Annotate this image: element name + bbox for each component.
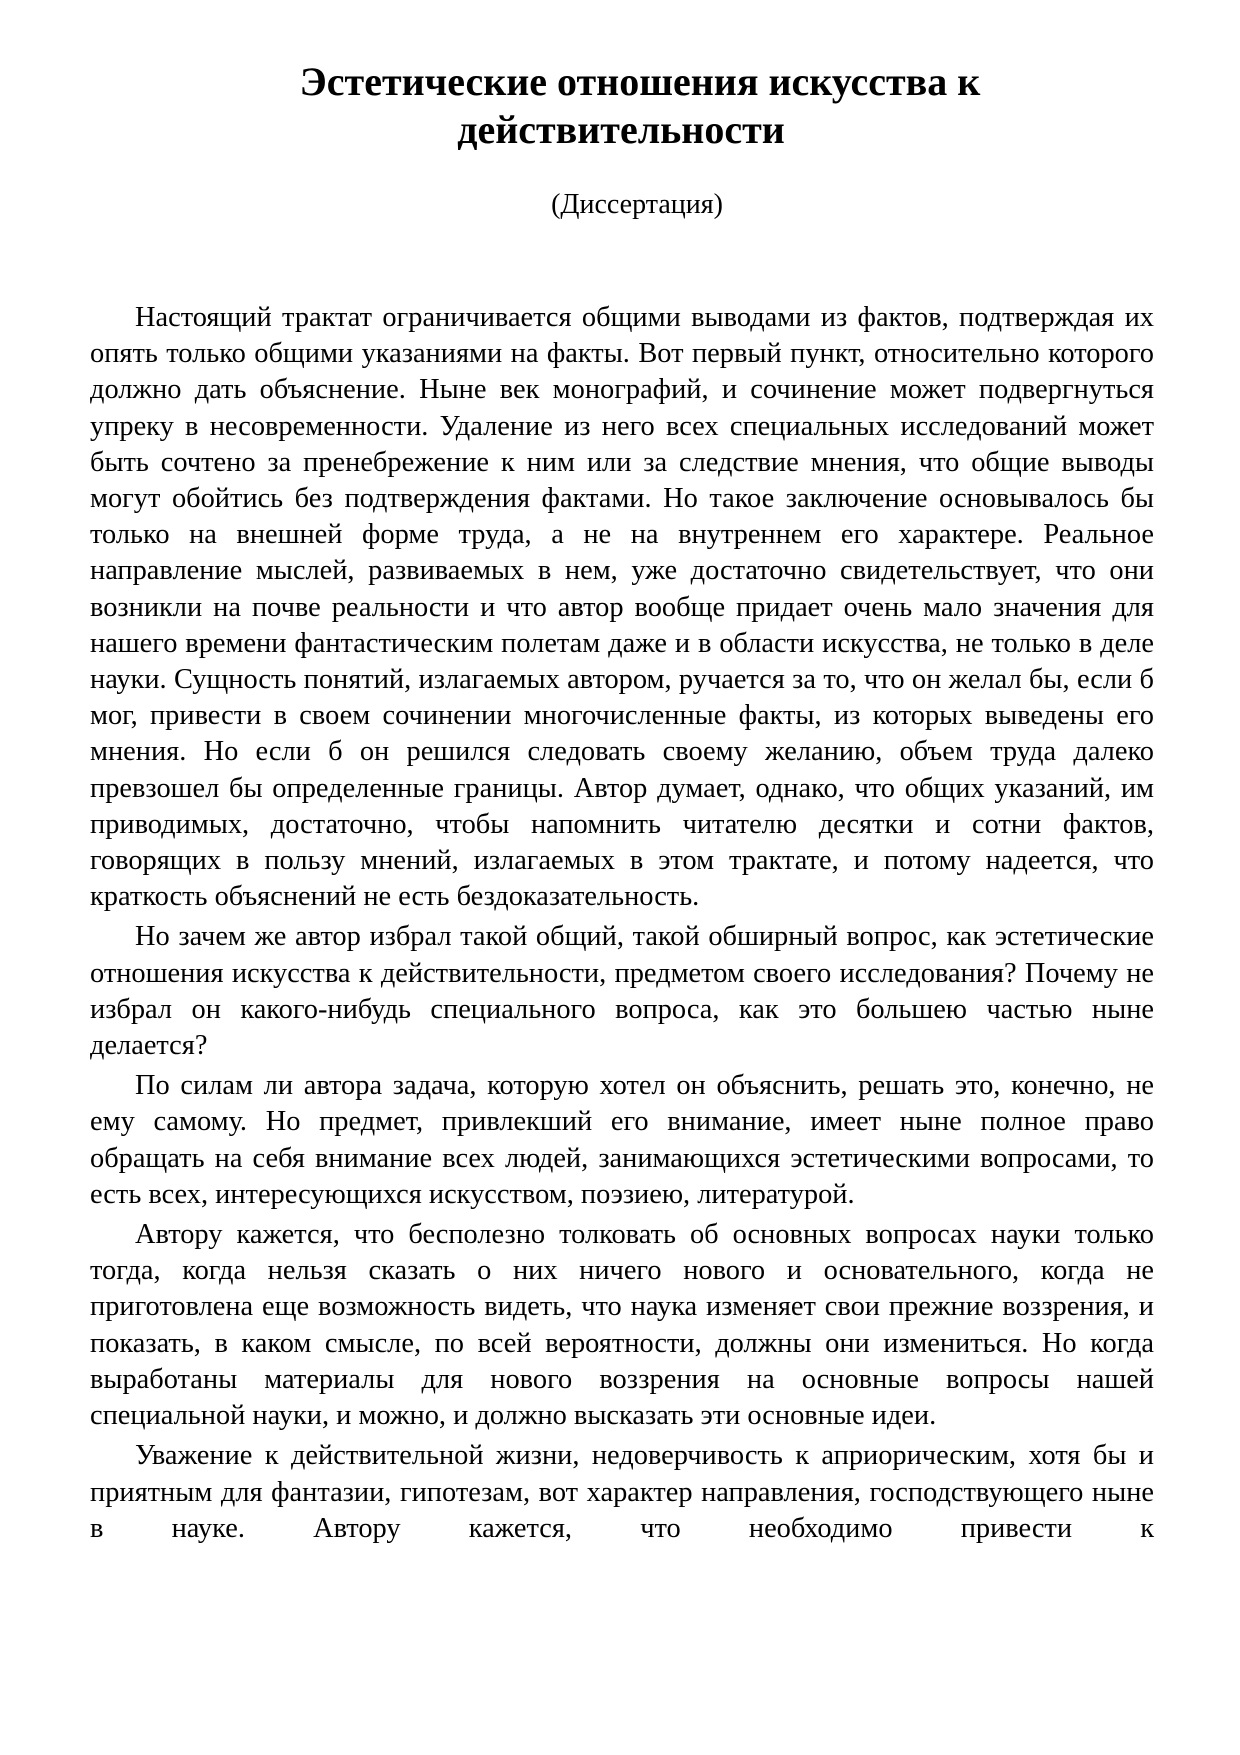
paragraph-3: По силам ли автора задача, которую хотел он объяснить, решать это, конечно, не ему самому. Но предмет, привлекший его внимание, имеет ныне полное право обращать на себя внимание всех людей, занимающихся эстетическими вопросами, то есть всех, интересующихся искусством, поэзиею, литературой. <box>90 1070 1154 1210</box>
document-title <box>0 58 1240 154</box>
paragraph-2: Но зачем же автор избрал такой общий, такой обширный вопрос, как эстетические отношения искусства к действительности, предметом своего исследования? Почему не избрал он какого-нибудь специального вопроса, как это большею частью ныне делается? <box>90 921 1154 1062</box>
paragraph-5: Уважение к действительной жизни, недоверчивость к априорическим, хотя бы и приятным для фантазии, гипотезам, вот характер направления, господствующего ныне в науке. Автору кажется, что необходимо привести к <box>90 1440 1154 1544</box>
title-line-2: действительности <box>457 107 785 152</box>
paragraph-4: Автору кажется, что бесполезно толковать об основных вопросах науки только тогда, когда нельзя сказать о них ничего нового и основательного, когда не приготовлена еще возможность видеть, что наука изменяет свои прежние воззрения, и показать, в каком смысле, по всей вероятности, должны они измениться. Но когда выработаны материалы для нового воззрения на основные вопросы нашей специальной науки, и можно, и должно высказать эти основные идеи. <box>90 1219 1154 1432</box>
document-subtitle: (Диссертация) <box>551 189 723 220</box>
paragraph-1: Настоящий трактат ограничивается общими выводами из фактов, подтверждая их опять только общими указаниями на факты. Вот первый пункт, относительно которого должно дать объяснение. Ныне век монографий, и сочинение может подвергнуться упреку в несовременности. Удаление из него всех специальных исследований может быть сочтено за пренебрежение к ним или за следствие мнения, что общие выводы могут обойтись без подтверждения фактами. Но такое заключение основывалось бы только на внешней форме труда, а не на внутреннем его характере. Реальное направление мыслей, развиваемых в нем, уже достаточно свидетельствует, что они возникли на почве реальности и что автор вообще придает очень мало значения для нашего времени фантастическим полетам даже и в области искусства, не только в деле науки. Сущность понятий, излагаемых автором, ручается за то, что он желал бы, если б мог, привести в своем сочинении многочисленные факты, из которых выведены его мнения. Но если б он решился следовать своему желанию, объем труда далеко превзошел бы определенные границы. Автор думает, однако, что общих указаний, им приводимых, достаточно, чтобы напомнить читателю десятки и сотни фактов, говорящих в пользу мнений, излагаемых в этом трактате, и потому надеется, что краткость объяснений не есть бездоказательность. <box>90 302 1154 913</box>
title-line-1: Эстетические отношения искусства к <box>299 59 981 104</box>
document-body <box>90 300 1154 1551</box>
